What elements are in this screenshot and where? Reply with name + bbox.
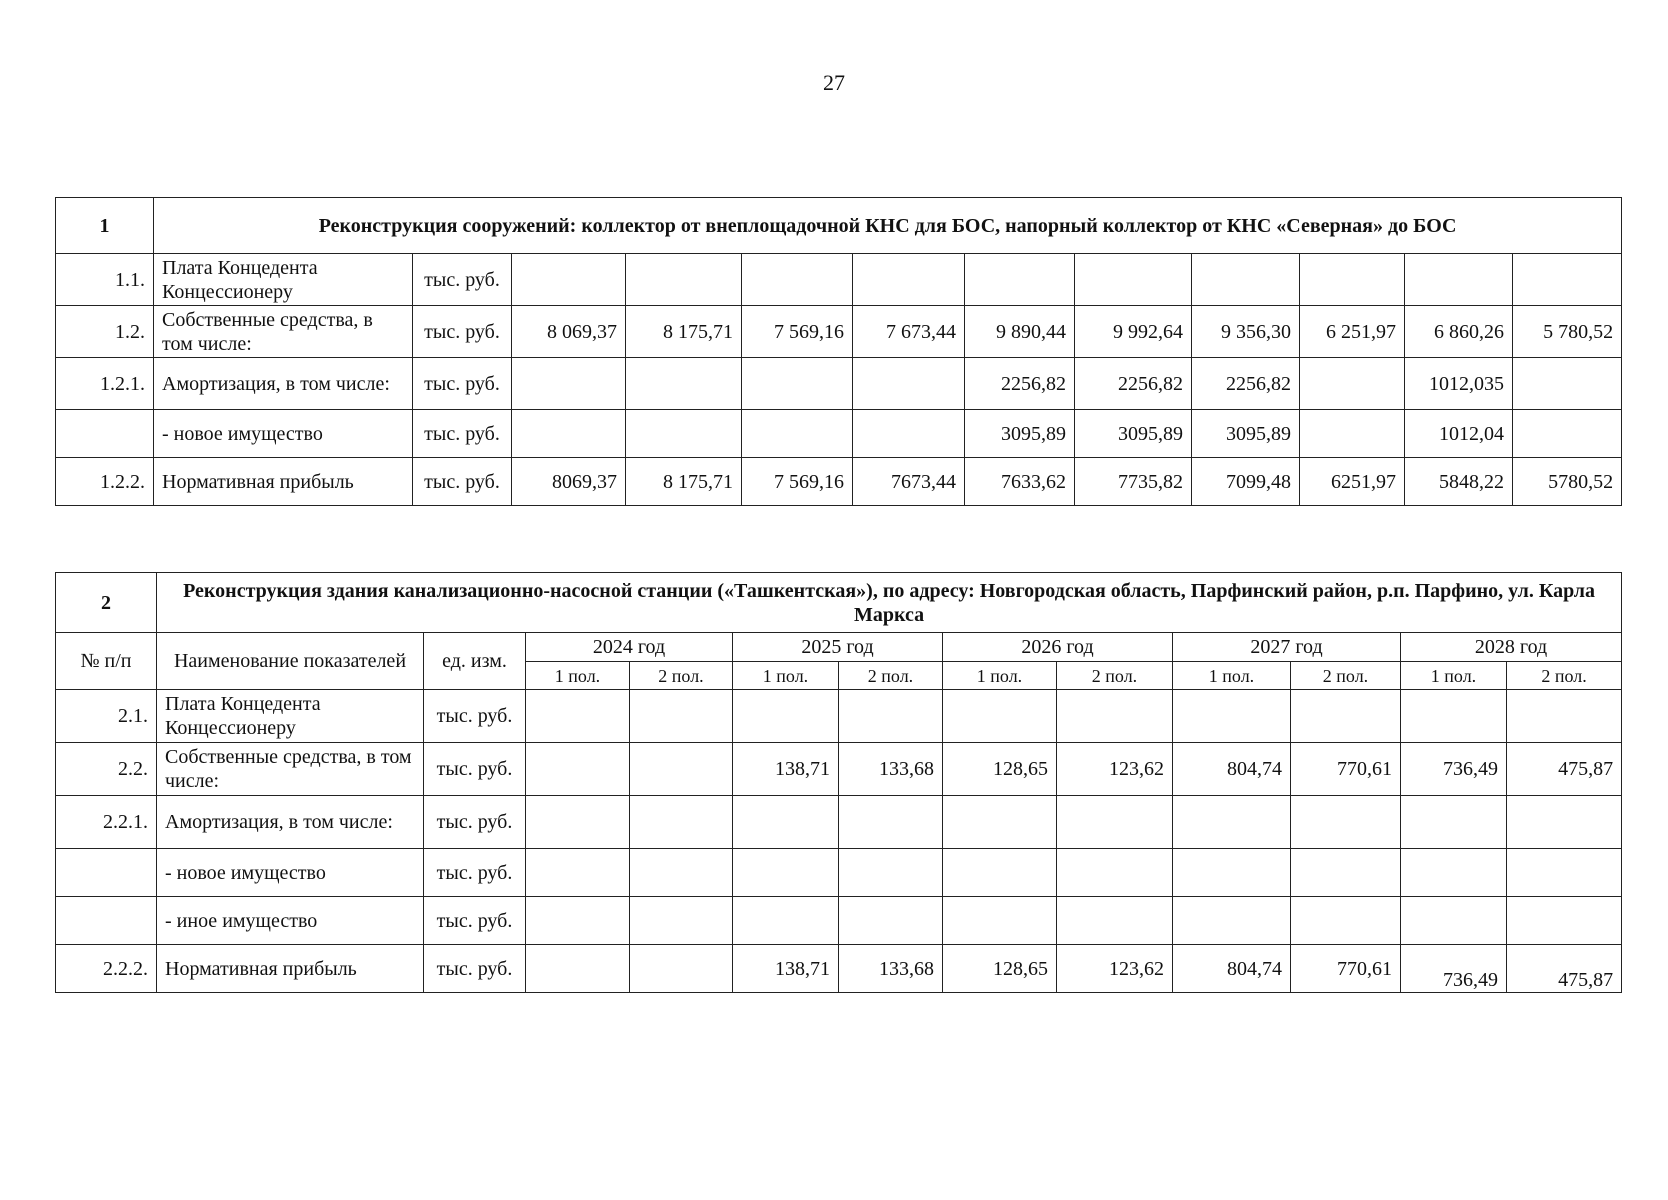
- value-cell: [1075, 254, 1192, 306]
- value-cell: [1291, 690, 1401, 743]
- row-number: 2.2.1.: [56, 796, 157, 849]
- value-cell: [733, 690, 839, 743]
- value-cell: [630, 796, 733, 849]
- indicator-name: Собственные средства, в том числе:: [157, 743, 424, 796]
- value-cell: [1507, 897, 1622, 945]
- value-cell: [965, 254, 1075, 306]
- half-year-header: 1 пол.: [943, 662, 1057, 690]
- value-cell: [630, 945, 733, 993]
- value-cell: [1192, 254, 1300, 306]
- unit-cell: тыс. руб.: [413, 358, 512, 410]
- value-cell: 770,61: [1291, 945, 1401, 993]
- header-row-years: [56, 633, 1622, 662]
- value-cell: [526, 796, 630, 849]
- year-header: 2026 год: [943, 633, 1173, 662]
- table-row: [56, 254, 1622, 306]
- unit-cell: тыс. руб.: [424, 897, 526, 945]
- value-cell: 123,62: [1057, 743, 1173, 796]
- value-cell: [1173, 796, 1291, 849]
- row-number: 2.1.: [56, 690, 157, 743]
- value-cell: 123,62: [1057, 945, 1173, 993]
- value-cell: [733, 796, 839, 849]
- value-cell: 8 175,71: [626, 306, 742, 358]
- value-cell: [1401, 690, 1507, 743]
- half-year-header: 2 пол.: [1507, 662, 1622, 690]
- table-section-2: [55, 572, 1622, 993]
- value-cell: 5848,22: [1405, 458, 1513, 506]
- value-cell: [1513, 410, 1622, 458]
- value-cell: [1513, 254, 1622, 306]
- value-cell: 6 251,97: [1300, 306, 1405, 358]
- table-row: [56, 945, 1622, 993]
- row-number: 1.1.: [56, 254, 154, 306]
- value-cell: 804,74: [1173, 743, 1291, 796]
- value-cell: 2256,82: [1075, 358, 1192, 410]
- half-year-header: 2 пол.: [1057, 662, 1173, 690]
- value-cell: [1300, 254, 1405, 306]
- table-row: [56, 458, 1622, 506]
- row-number: [56, 849, 157, 897]
- value-cell: [1405, 254, 1513, 306]
- value-cell: 7 673,44: [853, 306, 965, 358]
- year-header: 2028 год: [1401, 633, 1622, 662]
- unit-cell: тыс. руб.: [424, 743, 526, 796]
- value-cell: [1401, 849, 1507, 897]
- value-cell: 2256,82: [965, 358, 1075, 410]
- value-cell: [943, 796, 1057, 849]
- row-number: [56, 410, 154, 458]
- table-row: [56, 690, 1622, 743]
- value-cell: 128,65: [943, 945, 1057, 993]
- value-cell: 475,87: [1507, 945, 1622, 993]
- value-cell: [1057, 849, 1173, 897]
- section-number: 1: [56, 198, 154, 254]
- indicator-name: - новое имущество: [157, 849, 424, 897]
- unit-cell: тыс. руб.: [413, 410, 512, 458]
- value-cell: 8 069,37: [512, 306, 626, 358]
- row-number: 2.2.2.: [56, 945, 157, 993]
- unit-cell: тыс. руб.: [413, 254, 512, 306]
- value-cell: [943, 849, 1057, 897]
- value-cell: [1291, 897, 1401, 945]
- value-cell: [742, 254, 853, 306]
- row-number: 1.2.1.: [56, 358, 154, 410]
- value-cell: [512, 358, 626, 410]
- value-cell: [1507, 796, 1622, 849]
- year-header: 2027 год: [1173, 633, 1401, 662]
- value-cell: 138,71: [733, 743, 839, 796]
- value-cell: [512, 410, 626, 458]
- half-year-header: 1 пол.: [733, 662, 839, 690]
- value-cell: [1291, 849, 1401, 897]
- unit-cell: тыс. руб.: [413, 306, 512, 358]
- value-cell: [733, 897, 839, 945]
- value-cell: 128,65: [943, 743, 1057, 796]
- value-cell: 7673,44: [853, 458, 965, 506]
- row-number: 2.2.: [56, 743, 157, 796]
- col-header-number: № п/п: [56, 633, 157, 690]
- table-row: [56, 849, 1622, 897]
- value-cell: 5 780,52: [1513, 306, 1622, 358]
- table-section-1: [55, 197, 1622, 506]
- value-cell: 3095,89: [965, 410, 1075, 458]
- value-cell: 8 175,71: [626, 458, 742, 506]
- value-cell: 6251,97: [1300, 458, 1405, 506]
- half-year-header: 2 пол.: [839, 662, 943, 690]
- value-cell: [943, 690, 1057, 743]
- value-cell: [1300, 410, 1405, 458]
- value-cell: 9 356,30: [1192, 306, 1300, 358]
- year-header: 2024 год: [526, 633, 733, 662]
- value-cell: [630, 897, 733, 945]
- unit-cell: тыс. руб.: [424, 690, 526, 743]
- value-cell: [526, 690, 630, 743]
- value-cell: [630, 743, 733, 796]
- half-year-header: 1 пол.: [526, 662, 630, 690]
- half-year-header: 1 пол.: [1173, 662, 1291, 690]
- value-cell: [1507, 849, 1622, 897]
- indicator-name: Амортизация, в том числе:: [157, 796, 424, 849]
- indicator-name: - новое имущество: [154, 410, 413, 458]
- value-cell: [512, 254, 626, 306]
- value-cell: [630, 690, 733, 743]
- value-cell: 770,61: [1291, 743, 1401, 796]
- value-cell: [526, 945, 630, 993]
- unit-cell: тыс. руб.: [424, 945, 526, 993]
- table-row: [56, 306, 1622, 358]
- value-cell: [839, 849, 943, 897]
- table-row: [56, 897, 1622, 945]
- section-title: Реконструкция сооружений: коллектор от внеплощадочной КНС для БОС, напорный коллектор от КНС «Северная» до БОС: [154, 198, 1622, 254]
- value-cell: 7735,82: [1075, 458, 1192, 506]
- indicator-name: Плата Концедента Концессионеру: [154, 254, 413, 306]
- table-row: [56, 796, 1622, 849]
- value-cell: 736,49: [1401, 743, 1507, 796]
- value-cell: 9 890,44: [965, 306, 1075, 358]
- value-cell: 7633,62: [965, 458, 1075, 506]
- value-cell: [839, 897, 943, 945]
- value-cell: [1173, 849, 1291, 897]
- value-cell: 7099,48: [1192, 458, 1300, 506]
- value-cell: 804,74: [1173, 945, 1291, 993]
- value-cell: [1401, 897, 1507, 945]
- table-row: [56, 743, 1622, 796]
- value-cell: [1057, 690, 1173, 743]
- value-cell: [1291, 796, 1401, 849]
- value-cell: [853, 410, 965, 458]
- unit-cell: тыс. руб.: [424, 849, 526, 897]
- value-cell: [742, 410, 853, 458]
- value-cell: 1012,035: [1405, 358, 1513, 410]
- value-cell: [1057, 897, 1173, 945]
- value-cell: [626, 410, 742, 458]
- indicator-name: Амортизация, в том числе:: [154, 358, 413, 410]
- value-cell: 3095,89: [1075, 410, 1192, 458]
- value-cell: [626, 358, 742, 410]
- value-cell: [1300, 358, 1405, 410]
- section-header-row: [56, 198, 1622, 254]
- value-cell: 133,68: [839, 743, 943, 796]
- section-number: 2: [56, 573, 157, 633]
- value-cell: 3095,89: [1192, 410, 1300, 458]
- value-cell: 9 992,64: [1075, 306, 1192, 358]
- value-cell: [853, 358, 965, 410]
- half-year-header: 1 пол.: [1401, 662, 1507, 690]
- value-cell: [742, 358, 853, 410]
- col-header-unit: ед. изм.: [424, 633, 526, 690]
- value-cell: 2256,82: [1192, 358, 1300, 410]
- value-cell: [1401, 796, 1507, 849]
- value-cell: [733, 849, 839, 897]
- section-title: Реконструкция здания канализационно-насосной станции («Ташкентская»), по адресу: Новгородская область, Парфинский район, р.п. Парфино, ул. Карла Маркса: [157, 573, 1622, 633]
- value-cell: 475,87: [1507, 743, 1622, 796]
- unit-cell: тыс. руб.: [413, 458, 512, 506]
- row-number: [56, 897, 157, 945]
- half-year-header: 2 пол.: [1291, 662, 1401, 690]
- table-row: [56, 358, 1622, 410]
- table-row: [56, 410, 1622, 458]
- value-cell: 138,71: [733, 945, 839, 993]
- page-number: 27: [823, 70, 845, 95]
- value-cell: [839, 796, 943, 849]
- value-cell: [626, 254, 742, 306]
- col-header-name: Наименование показателей: [157, 633, 424, 690]
- indicator-name: Нормативная прибыль: [157, 945, 424, 993]
- indicator-name: Плата Концедента Концессионеру: [157, 690, 424, 743]
- year-header: 2025 год: [733, 633, 943, 662]
- indicator-name: Нормативная прибыль: [154, 458, 413, 506]
- row-number: 1.2.2.: [56, 458, 154, 506]
- row-number: 1.2.: [56, 306, 154, 358]
- value-cell: 5780,52: [1513, 458, 1622, 506]
- indicator-name: Собственные средства, в том числе:: [154, 306, 413, 358]
- value-cell: 7 569,16: [742, 458, 853, 506]
- value-cell: [839, 690, 943, 743]
- value-cell: 133,68: [839, 945, 943, 993]
- value-cell: 736,49: [1401, 945, 1507, 993]
- section-header-row: [56, 573, 1622, 633]
- value-cell: 7 569,16: [742, 306, 853, 358]
- unit-cell: тыс. руб.: [424, 796, 526, 849]
- value-cell: 1012,04: [1405, 410, 1513, 458]
- value-cell: [526, 897, 630, 945]
- value-cell: 8069,37: [512, 458, 626, 506]
- value-cell: [526, 849, 630, 897]
- value-cell: [853, 254, 965, 306]
- value-cell: [526, 743, 630, 796]
- value-cell: [1513, 358, 1622, 410]
- half-year-header: 2 пол.: [630, 662, 733, 690]
- value-cell: [1173, 897, 1291, 945]
- value-cell: [1507, 690, 1622, 743]
- value-cell: 6 860,26: [1405, 306, 1513, 358]
- value-cell: [630, 849, 733, 897]
- value-cell: [943, 897, 1057, 945]
- value-cell: [1057, 796, 1173, 849]
- indicator-name: - иное имущество: [157, 897, 424, 945]
- value-cell: [1173, 690, 1291, 743]
